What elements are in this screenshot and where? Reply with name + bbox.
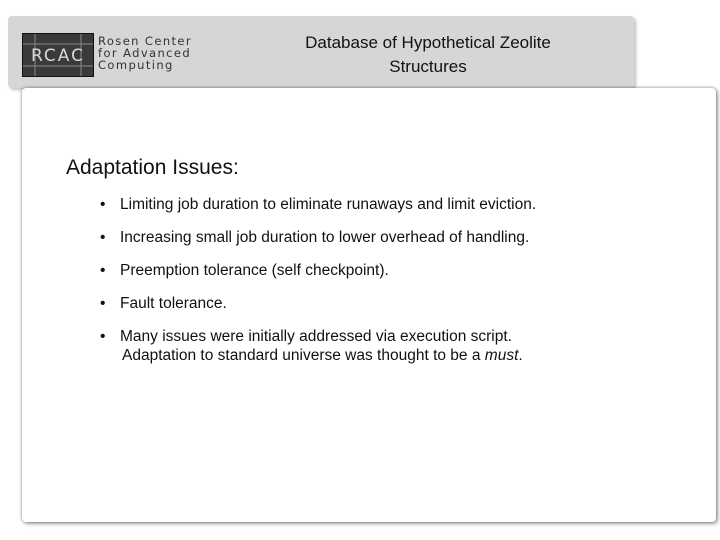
bullet-dot: • <box>100 328 106 345</box>
bullet-dot: • <box>100 262 106 279</box>
bullet-text: Fault tolerance. <box>120 295 227 312</box>
bullet-list <box>100 195 700 379</box>
list-item <box>100 294 700 313</box>
bullet-text: Increasing small job duration to lower overhead of handling. <box>120 229 530 246</box>
bullet-dot: • <box>100 229 106 246</box>
logo-name-line2: for Advanced <box>98 46 192 60</box>
list-item <box>100 327 700 365</box>
bullet-text: Preemption tolerance (self checkpoint). <box>120 262 389 279</box>
bullet-continuation-prefix: Adaptation to standard universe was thought to be a <box>122 347 485 364</box>
bullet-emphasis: must <box>484 347 519 364</box>
bullet-continuation <box>120 346 700 365</box>
rcac-logo <box>22 33 94 77</box>
logo-mark-text: RCAC <box>30 46 86 66</box>
logo-name-line1: Rosen Center <box>98 34 193 48</box>
bullet-text: Limiting job duration to eliminate runaways and limit eviction. <box>120 196 537 213</box>
logo-organization-name <box>98 35 192 71</box>
list-item <box>100 261 700 280</box>
bullet-dot: • <box>100 196 106 213</box>
logo-name-line3: Computing <box>98 58 174 72</box>
slide-title-line2: Structures <box>389 57 467 76</box>
section-heading: Adaptation Issues: <box>66 156 239 179</box>
slide-title <box>252 31 604 79</box>
bullet-dot: • <box>100 295 106 312</box>
bullet-text: Many issues were initially addressed via execution script. <box>120 328 512 345</box>
list-item <box>100 228 700 247</box>
slide-title-line1: Database of Hypothetical Zeolite <box>305 33 551 52</box>
bullet-continuation-suffix: . <box>518 347 523 364</box>
list-item <box>100 195 700 214</box>
